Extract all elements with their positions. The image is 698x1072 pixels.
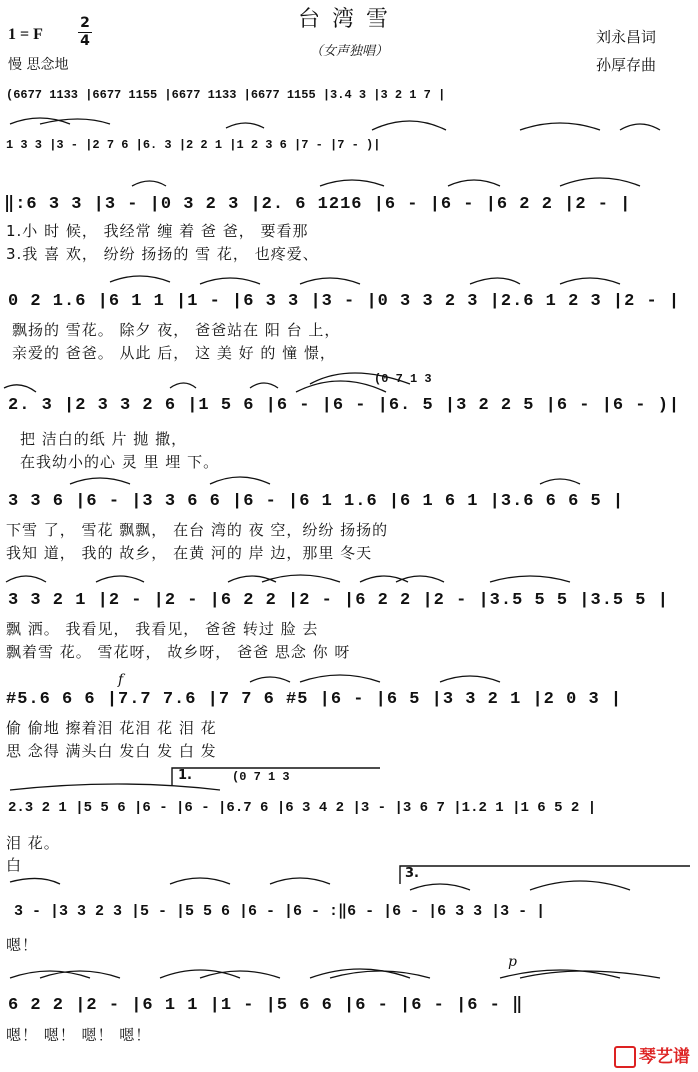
notes-line-8: 3 - |3 3 2 3 |5 - |5 5 6 |6 - |6 - :‖6 - |6 - |6 3 3 |3 - | xyxy=(14,903,546,920)
lyric-line-3a: 把 洁白的纸 片 抛 撒， xyxy=(20,430,188,448)
volta-3: 3. xyxy=(405,866,419,881)
lyric-line-9: 嗯！ 嗯！ 嗯！ 嗯！ xyxy=(6,1026,152,1044)
lyric-line-6a: 偷 偷地 擦着泪 花泪 花 泪 花 xyxy=(6,719,217,737)
volta-1: 1. xyxy=(178,768,192,783)
notes-line-2: 0 2 1.6 |6 1 1 |1 - |6 3 3 |3 - |0 3 3 2 3 |2.6 1 2 3 |2 - | xyxy=(8,292,681,311)
watermark-text: 琴艺谱 xyxy=(639,1047,690,1067)
composer-credit: 孙厚存曲 xyxy=(595,56,656,74)
lyric-line-2b: 亲爱的 爸爸。 从此 后， 这 美 好 的 憧 憬， xyxy=(12,344,336,362)
lyric-line-2a: 飘扬的 雪花。 除夕 夜， 爸爸站在 阳 台 上， xyxy=(12,321,341,339)
dynamic-forte: f xyxy=(118,672,124,688)
notes-line-1: ‖:6 3 3 |3 - |0 3 2 3 |2. 6 1216 |6 - |6 - |6 2 2 |2 - | xyxy=(4,195,632,214)
lyric-line-4a: 下雪 了， 雪花 飘飘， 在台 湾的 夜 空，纷纷 扬扬的 xyxy=(6,521,389,539)
lyric-line-5b: 飘着雪 花。 雪花呀， 故乡呀， 爸爸 思念 你 呀 xyxy=(6,643,351,661)
lyric-line-1a: 1.小 时 候， 我经常 缠 着 爸 爸， 要看那 xyxy=(6,222,309,240)
lyric-line-8: 嗯！ xyxy=(6,936,39,954)
lyric-line-7b: 白 xyxy=(6,856,23,874)
watermark-logo xyxy=(614,1042,690,1068)
notes-line-4: 3 3 6 |6 - |3 3 6 6 |6 - |6 1 1.6 |6 1 6 1 |3.6 6 6 5 | xyxy=(8,492,625,511)
key-signature: 1 = F xyxy=(8,26,43,43)
interlude-bracket-1: (0 7 1 3 xyxy=(374,372,432,386)
intro-line-2: 1 3 3 |3 - |2 7 6 |6. 3 |2 2 1 |1 2 3 6 |7 - |7 - )| xyxy=(6,138,381,152)
tempo-marking: 慢 思念地 xyxy=(8,57,69,73)
notes-line-5: 3 3 2 1 |2 - |2 - |6 2 2 |2 - |6 2 2 |2 - |3.5 5 5 |3.5 5 | xyxy=(8,591,669,610)
notes-line-7: 2.3 2 1 |5 5 6 |6 - |6 - |6.7 6 |6 3 4 2 |3 - |3 6 7 |1.2 1 |1 6 5 2 | xyxy=(8,800,597,816)
lyric-line-3b: 在我幼小的心 灵 里 埋 下。 xyxy=(20,453,220,471)
interlude-bracket-2: (0 7 1 3 xyxy=(232,770,290,784)
lyric-line-1b: 3.我 喜 欢， 纷纷 扬扬的 雪 花， 也疼爱、 xyxy=(6,245,319,263)
notes-line-3: 2. 3 |2 3 3 2 6 |1 5 6 |6 - |6 - |6. 5 |3 2 2 5 |6 - |6 - )| xyxy=(8,396,681,415)
meter-bottom: 4 xyxy=(80,33,90,49)
lyric-line-4b: 我知 道， 我的 故乡， 在黄 河的 岸 边，那里 冬天 xyxy=(6,544,373,562)
song-title: 台湾雪 xyxy=(297,7,400,32)
logo-icon xyxy=(614,1046,636,1068)
song-subtitle: （女声独唱） xyxy=(309,44,388,59)
intro-line-1: (6677 1133 |6677 1155 |6677 1133 |6677 1155 |3.4 3 |3 2 1 7 | xyxy=(6,88,446,102)
lyric-line-7a: 泪 花。 xyxy=(6,834,60,852)
meter-top: 2 xyxy=(80,15,90,31)
notes-line-6: #5.6 6 6 |7.7 7.6 |7 7 6 #5 |6 - |6 5 |3 3 2 1 |2 0 3 | xyxy=(6,690,623,709)
lyricist-credit: 刘永昌词 xyxy=(595,28,656,46)
lyric-line-6b: 思 念得 满头白 发白 发 白 发 xyxy=(6,742,217,760)
dynamic-piano: p xyxy=(508,954,517,970)
notes-line-9: 6 2 2 |2 - |6 1 1 |1 - |5 6 6 |6 - |6 - |6 - ‖ xyxy=(8,996,524,1015)
lyric-line-5a: 飘 洒。 我看见， 我看见， 爸爸 转过 脸 去 xyxy=(6,620,319,638)
